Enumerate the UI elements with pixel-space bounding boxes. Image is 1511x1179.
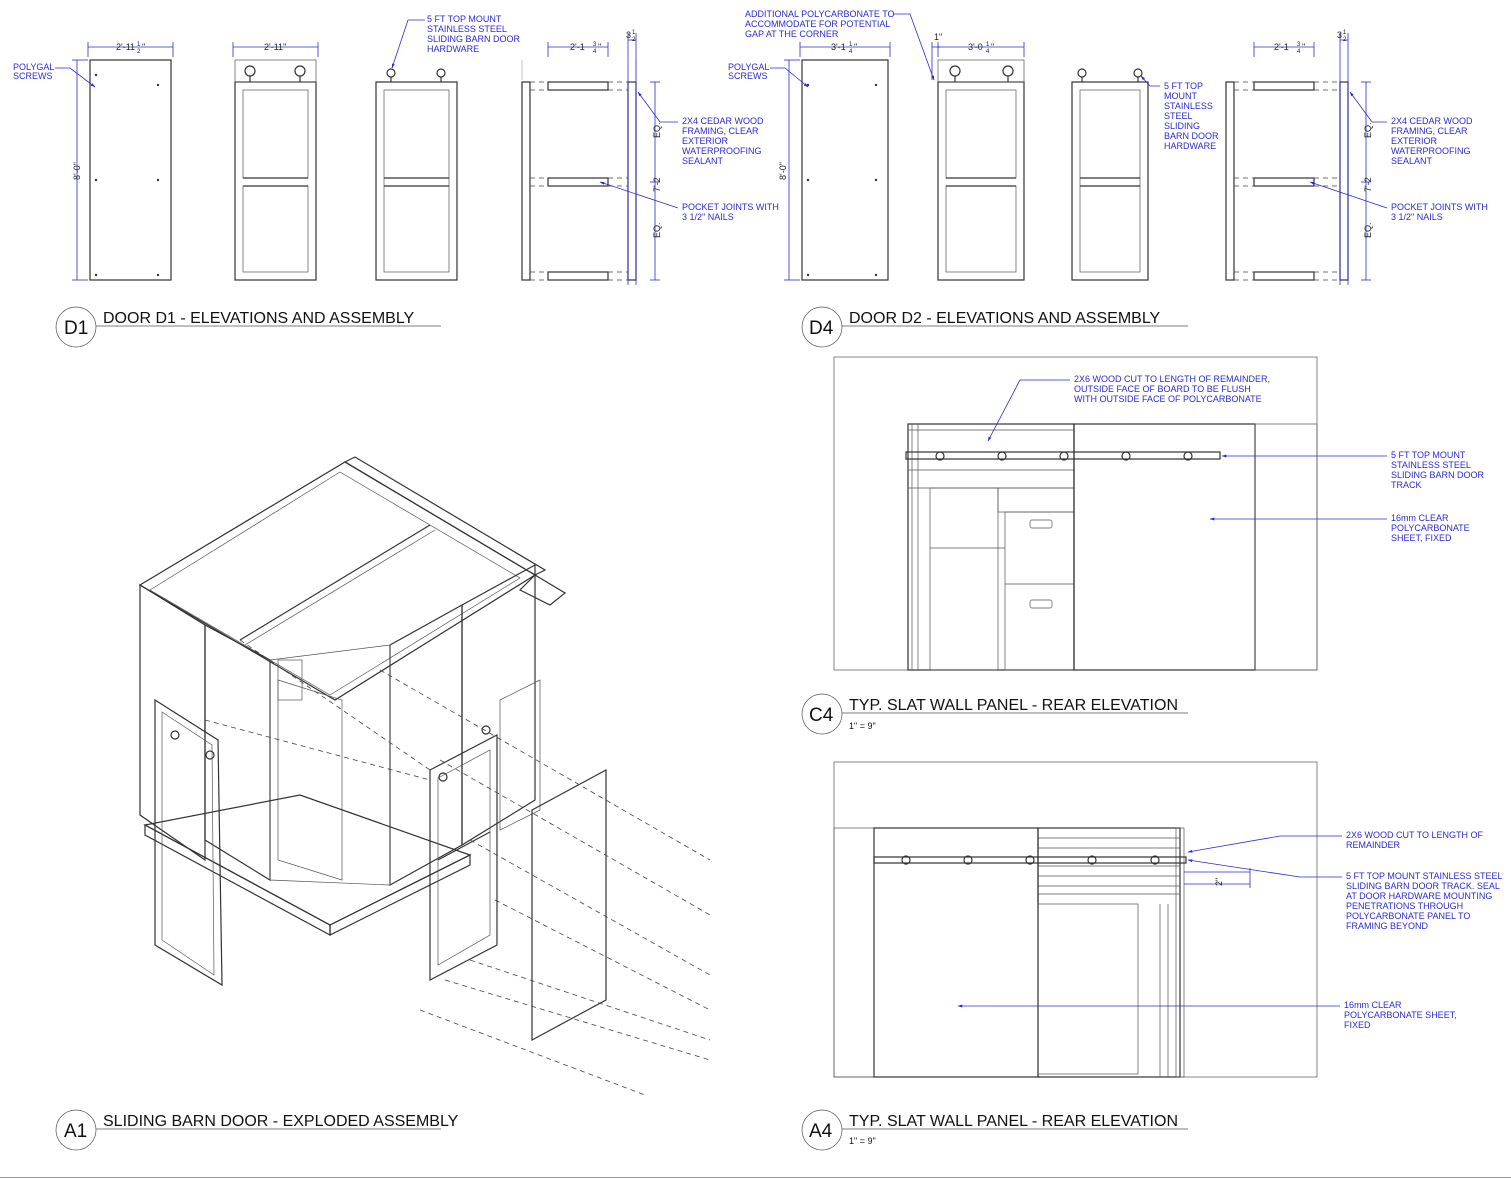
view-title-a4 [802,1110,1188,1150]
svg-text:4: 4 [1297,49,1301,55]
svg-text:2X6 WOOD CUT TO LENGTH OFREMAI: 2X6 WOOD CUT TO LENGTH OF REMAINDER [1346,830,1484,850]
d2-dim-rail: 2'-1 [1274,42,1289,52]
svg-text:5 FT TOP MOUNT STAINLESS STEEL: 5 FT TOP MOUNT STAINLESS STEEL SLIDING BARN DOOR TRACK. SEAL AT DOOR HARDWARE MOUNTING PENETRATIONS THROUGH POLYCARBONATE PANEL TO FRAMING BEYOND [1346,871,1503,931]
view-tag-c4: C4 [809,705,834,726]
d2-door-elevations [728,9,1488,285]
svg-text:5 FT TOPMOUNTSTAINLESSSTEELSLI: 5 FT TOP MOUNT STAINLESS STEEL SLIDING BARN DOOR HARDWARE [1164,81,1219,151]
view-title-text-a4: TYP. SLAT WALL PANEL - REAR ELEVATION [849,1113,1178,1130]
c4-note-track [1222,450,1485,490]
a4-note-wood [1188,830,1484,852]
view-tag-a4: A4 [809,1121,833,1142]
svg-text:4: 4 [593,49,597,55]
svg-text:1: 1 [137,42,141,48]
svg-text:": " [142,42,146,52]
svg-text:ADDITIONAL POLYCARBONATE TOACC: ADDITIONAL POLYCARBONATE TO ACCOMMODATE FOR POTENTIAL GAP AT THE CORNER [745,9,895,39]
d1-panel-framing [522,60,636,280]
a4-slat-wall-elevation [834,762,1503,1077]
svg-text:3: 3 [1297,42,1301,48]
d1-dim-width-1: 2'-11 [116,42,136,52]
d2-note-joints [1310,182,1488,222]
svg-text:POLYGALSCREWS: POLYGAL SCREWS [728,62,770,81]
d1-panel-frame [376,69,457,280]
svg-text:POLYGALSCREWS: POLYGAL SCREWS [13,62,55,81]
view-title-c4 [802,694,1188,734]
d2-panel-framing [1226,82,1348,280]
view-scale-c4: 1" = 9" [849,721,876,731]
view-scale-a4: 1" = 9" [849,1136,876,1146]
svg-text:": " [854,42,858,52]
view-title-text-a1: SLIDING BARN DOOR - EXPLODED ASSEMBLY [103,1113,459,1130]
view-tag-d1: D1 [64,318,89,339]
svg-text:1: 1 [632,30,636,36]
svg-text:4: 4 [849,49,853,55]
d2-panel-sheet [802,60,888,280]
d1-dim-eq-top: EQ. [652,122,662,138]
c4-note-wood [988,374,1270,441]
d1-panel-door [235,60,316,280]
svg-text:": " [1302,42,1306,52]
d1-dim-width-2: 2'-11" [264,42,287,52]
view-title-text-d1: DOOR D1 - ELEVATIONS AND ASSEMBLY [103,310,415,327]
c4-slat-wall-elevation [834,357,1485,670]
svg-text:3: 3 [593,42,597,48]
d1-dim-eq-bottom: EQ. [652,222,662,238]
d1-note-joints [600,182,779,222]
c4-note-sheet [1210,513,1470,543]
svg-text:2X4 CEDAR WOODFRAMING, CLEAREX: 2X4 CEDAR WOOD FRAMING, CLEAR EXTERIOR WATERPROOFING SEALANT [682,116,764,166]
view-title-d4 [802,307,1188,347]
d2-panel-frame [1072,69,1148,280]
svg-text:2X4 CEDAR WOODFRAMING, CLEAREX: 2X4 CEDAR WOOD FRAMING, CLEAR EXTERIOR WATERPROOFING SEALANT [1391,116,1473,166]
d1-dim-rail: 2'-1 [570,42,585,52]
d2-dim-eq-top: EQ. [1363,122,1373,138]
d1-dimensions [72,30,662,285]
svg-text:POCKET JOINTS WITH3 1/2" NAILS: POCKET JOINTS WITH 3 1/2" NAILS [682,202,779,222]
d1-dim-height: 8'-0" [72,162,82,180]
a4-note-sheet [958,1000,1457,1030]
d2-dim-eq-bottom: EQ. [1363,222,1373,238]
a1-exploded-assembly [140,457,710,1095]
svg-text:": " [598,42,602,52]
svg-text:2: 2 [632,37,636,43]
svg-text:": " [991,42,995,52]
svg-text:5 FT TOP MOUNTSTAINLESS STEELS: 5 FT TOP MOUNT STAINLESS STEEL SLIDING BARN DOOR TRACK [1391,450,1485,490]
d2-dim-mid: 7'-2 [1363,177,1373,192]
svg-text:1: 1 [986,42,990,48]
svg-text:1: 1 [1343,30,1347,36]
view-title-text-c4: TYP. SLAT WALL PANEL - REAR ELEVATION [849,697,1178,714]
d2-note-hardware [1141,76,1219,151]
d1-panel-sheet [90,60,171,280]
d2-note-polygal [728,62,808,87]
svg-text:2: 2 [137,49,141,55]
view-tag-a1: A1 [64,1121,88,1142]
d2-panel-door [938,60,1024,280]
svg-text:2: 2 [1343,37,1347,43]
svg-text:2X6 WOOD CUT TO LENGTH OF REMA: 2X6 WOOD CUT TO LENGTH OF REMAINDER, OUTSIDE FACE OF BOARD TO BE FLUSH WITH OUTSIDE FACE OF POLYCARBONATE [1074,374,1271,404]
d2-dim-width-1: 3'-1 [831,42,846,52]
a4-dim-board: 2" [1214,877,1224,886]
svg-text:POCKET JOINTS WITH3 1/2" NAILS: POCKET JOINTS WITH 3 1/2" NAILS [1391,202,1488,222]
d2-dim-height: 8'-0" [778,162,788,180]
d2-dim-gap: 1" [934,32,943,42]
svg-text:16mm CLEARPOLYCARBONATESHEET,: 16mm CLEAR POLYCARBONATE SHEET, FIXED [1391,513,1470,543]
d1-dim-stile: 3 [626,30,632,40]
d1-note-hardware [392,14,521,68]
view-title-text-d4: DOOR D2 - ELEVATIONS AND ASSEMBLY [849,310,1161,327]
svg-text:16mm CLEARPOLYCARBONATE SHEET,: 16mm CLEAR POLYCARBONATE SHEET, FIXED [1344,1000,1457,1030]
d2-dim-width-2: 3'-0 [968,42,983,52]
d2-dim-stile: 3 [1337,30,1343,40]
svg-text:5 FT TOP MOUNTSTAINLESS STEELS: 5 FT TOP MOUNT STAINLESS STEEL SLIDING BARN DOOR HARDWARE [427,14,521,54]
svg-text:4: 4 [986,49,990,55]
d1-door-elevations [13,14,779,285]
svg-text:1: 1 [849,42,853,48]
sheet-bottom-rule [0,1177,1511,1178]
a4-note-track [1188,860,1503,931]
view-title-d1 [56,307,441,347]
view-tag-d4: D4 [809,318,834,339]
view-title-a1 [56,1110,459,1150]
d1-note-polygal [13,62,95,87]
d2-dimensions [778,30,1373,285]
d1-dim-mid: 7'-2 [652,177,662,192]
